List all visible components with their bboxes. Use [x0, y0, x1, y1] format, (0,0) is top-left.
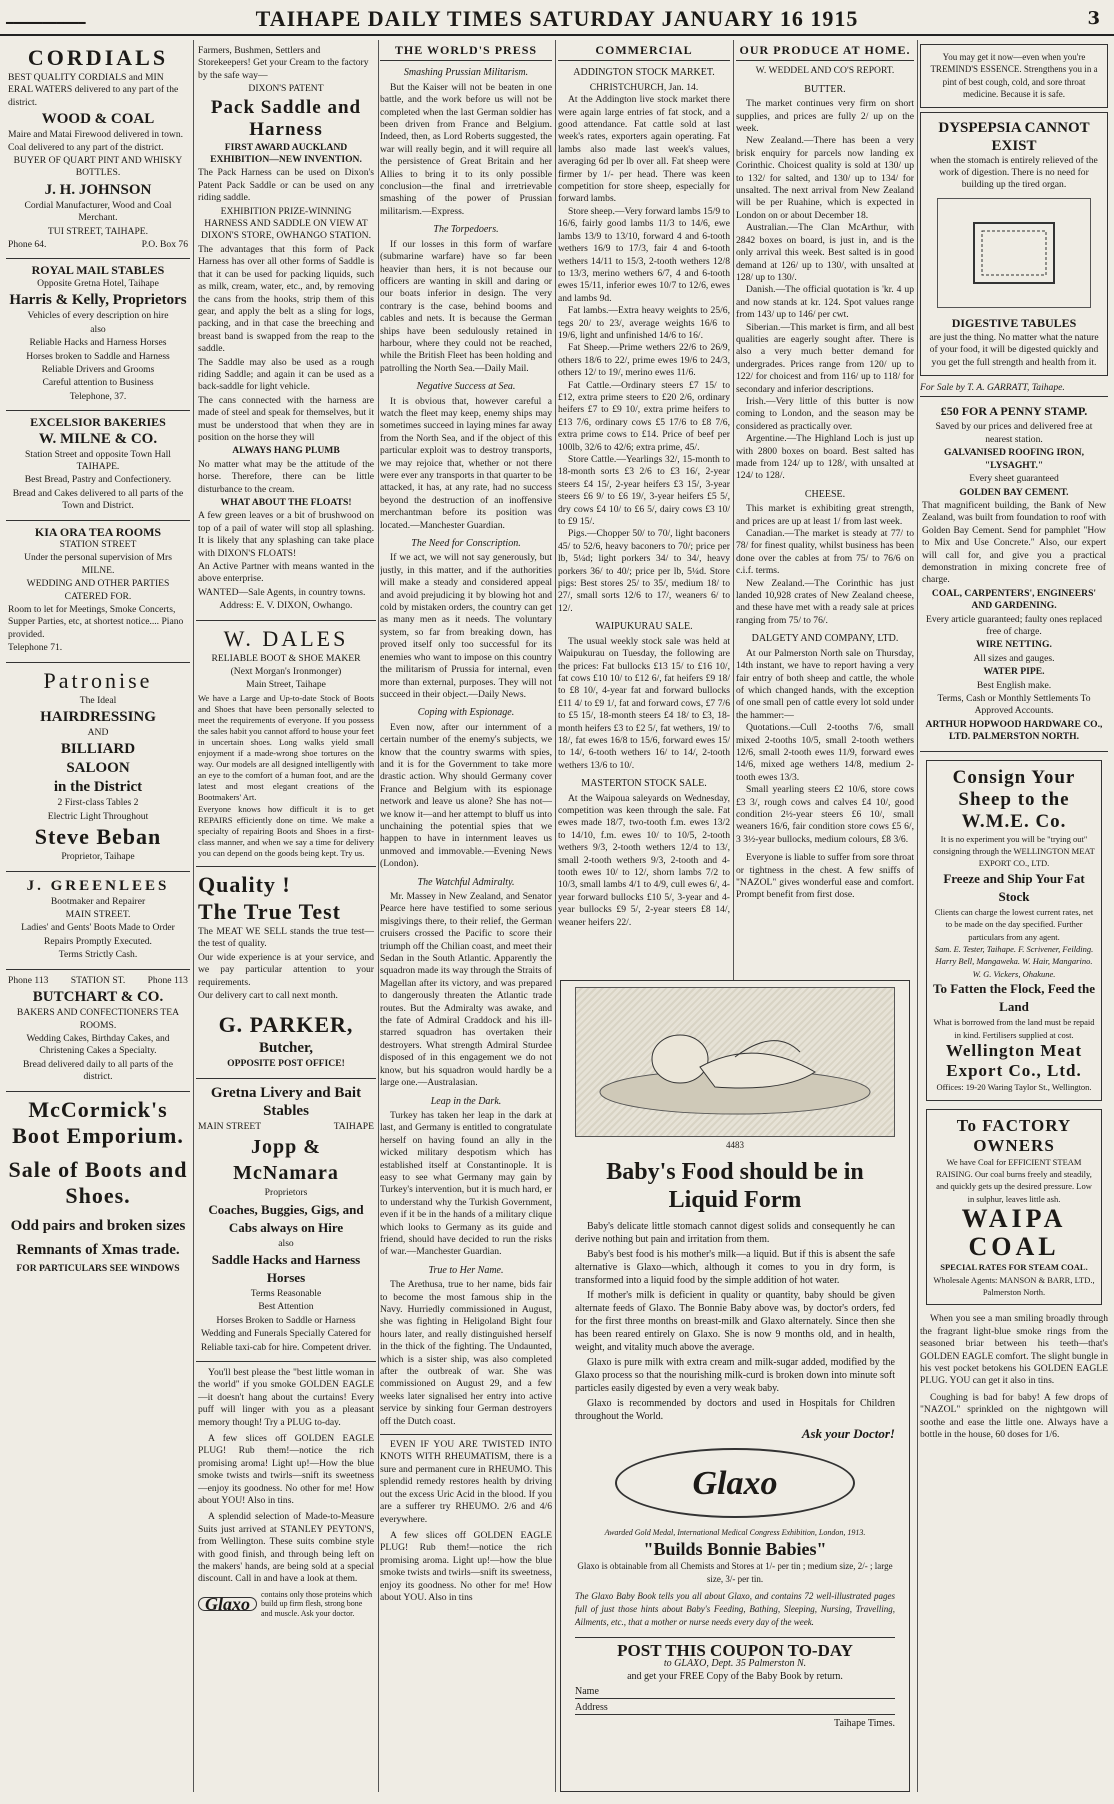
column-rule — [378, 40, 379, 1792]
article-body: Siberian.—This market is firm, and all best qualities are eagerly sought after. There is also a very much better demand for undergrades. Prices range from 120/ up to 122/ for choicest and from 116/ up to 118/ for secondary and inferior descriptions. — [736, 321, 914, 395]
ad-text: Everyone knows how difficult it is to get REPAIRS efficiently done on time. We make a specialty of repairing Boots and Shoes in a first-class manner, and when we say a time for delivery you can depend on the goods being kept. Try us. — [198, 803, 374, 858]
essence-ad — [920, 44, 1108, 108]
ad-text: WIRE NETTING. — [976, 639, 1052, 651]
article-dateline: CHRISTCHURCH, Jan. 14. — [589, 81, 699, 93]
article-body: At the Addington live stock market there were again large entries of fat stock, and a good attendance. Fat cattle sold at last week's rates, exporters again operating. Fat lambs also made last week's values, averaging 6d per lb over all. Fat sheep were firmer by 1/- per head. There was keen competition for store sheep, especially for forward lambs. — [558, 94, 730, 205]
illustration-number: 4483 — [726, 1140, 744, 1150]
ad-text: Every sheet guaranteed — [969, 473, 1059, 485]
ad-title: J. GREENLEES — [26, 877, 170, 894]
ad-text: Remnants of Xmas trade. — [16, 1241, 180, 1258]
column-5 — [736, 40, 914, 976]
royal-mail-stables-ad — [6, 259, 190, 411]
article-title: Smashing Prussian Militarism. — [403, 67, 529, 79]
cordials-ad — [6, 40, 190, 259]
article-body: The market continues very firm on short supplies, and prices are fully 2/ up on the week. — [736, 98, 914, 135]
masthead-ornament: ━━━━━━━━━━━ — [6, 16, 86, 30]
ad-text: also — [278, 1237, 294, 1249]
article-body: It is obvious that, however careful a watch the fleet may keep, enemy ships may sometimes succeed in laying mines far away from the North Sea, and if the object of this particular exploit was to destroy transports, we may rejoice that, whether or not there were ever any transports in that quarter to be attacked, it has, at any rate, had no success beyond the destruction of an inoffensive merchantman before its position was located.—Manchester Guardian. — [380, 395, 552, 531]
ad-text: MAIN STREET. — [65, 909, 131, 921]
dyspepsia-ad — [920, 112, 1108, 376]
ad-title: DYSPEPSIA CANNOT EXIST — [938, 119, 1090, 154]
article-body: Store sheep.—Very forward lambs 15/9 to 16/6, fairly good lambs 11/3 to 14/6, ewe lambs 13/9 to 13/10, forward 4 and 6-tooth wethers 16/9 to 17/3, fair 4 and 6-tooth wethers 14/11 to 15/3, 2-tooth wethers 12/8 to 13/3, merino wethers 6/7, 4 and 6-tooth ewes 15/11, inferior ewes 10/7 to 12/6, ewes and lambs 9d. — [558, 205, 730, 304]
ad-text: WEDDING AND OTHER PARTIES CATERED FOR. — [26, 578, 170, 602]
glaxo-logo: Glaxo — [198, 1597, 257, 1611]
ad-text: Vehicles of every description on hire — [27, 310, 169, 322]
ad-text: No matter what may be the attitude of the horse. Therefore, there can be little disturbance to the cream. — [198, 458, 374, 495]
ad-text: Repairs Promptly Executed. — [44, 935, 152, 947]
hopwood-hardware-ad — [920, 396, 1108, 751]
ad-title: KIA ORA TEA ROOMS — [34, 524, 162, 539]
ad-text: Our delivery cart to call next month. — [198, 989, 338, 1001]
ad-text: Every article guaranteed; faulty ones replaced free of charge. — [925, 613, 1103, 637]
wme-co-ad — [926, 760, 1102, 1101]
section-heading: OUR PRODUCE AT HOME. — [736, 40, 914, 61]
column-rule — [555, 40, 556, 1792]
ad-text: Farmers, Bushmen, Settlers and Storekeepers! Get your Cream to the factory by the safe way— — [198, 45, 369, 81]
ad-text: Clients can charge the lowest current rates, net to be made on the day specified. Further particulars from any agent. — [934, 906, 1094, 942]
mccormick-ad — [6, 1092, 190, 1282]
article-title: WAIPUKURAU SALE. — [595, 621, 693, 633]
ad-text: The Saddle may also be used as a rough riding Saddle; and again it can be used as a back-saddle for light vehicle. — [198, 356, 374, 393]
column-2 — [196, 40, 376, 1792]
article-body: At the Waipoua saleyards on Wednesday, competition was keen through the sale. Fat ewes made 18/7, two-tooth f.m. ewes 13/2 to 14/10, f.m. ewes 10/ to 10/5, 2-tooth wethers 9/3, 2-tooth wethers 12/4 to 13/, small 2-tooth wethers 9/3, 2-tooth and 4-tooth ewes 10/ to 12/, shorn lambs 7/2 to 10/3, small lambs 4/1 to 4/9, cull ewes 6/, 4-year forward bullocks £10 5/, 3-year and 4-year bullocks £9 5/, 2-year steers £8 14/, weaner heifers 22/. — [558, 792, 730, 928]
glaxo-paragraph: Baby's delicate little stomach cannot digest solids and consequently he can derive nothing but pain and irritation from them. — [575, 1221, 895, 1245]
ad-text: SPECIAL RATES FOR STEAM COAL. — [940, 1262, 1088, 1273]
ad-text: Bread and Cakes delivered to all parts of the Town and District. — [12, 487, 184, 512]
article-body: The usual weekly stock sale was held at Waipukurau on Tuesday, the following are the prices: Fat bullocks £13 15/ to £16 10/, fat cows £10 10/ to £12 6/, fat heifers £9 18/ to £8 10/, 4-year fat and forward bullocks £11 4/ to £9 1/, fat and forward cows, £7 7/6 to £5 15/, 18-month steers £4 18/ to £3, 18-month heifers £3 to £2 5/, fat wethers, 19/ to 18/, fat ewes 16/8 to 15/6, forward ewes 15/ to 14/, 6-tooth wethers 16/ to 14/, 2-tooth wethers 13/6 to 10/. — [558, 635, 730, 771]
ad-text: Terms Reasonable — [250, 1287, 322, 1299]
section-heading: THE WORLD'S PRESS — [380, 40, 552, 61]
ad-text: Wedding and Funerals Specially Catered for — [201, 1328, 371, 1340]
masthead — [0, 0, 1114, 36]
ad-text: Station Street and opposite Town Hall TAIHAPE. — [25, 448, 171, 472]
ad-text: are just the thing. No matter what the nature of your food, it will be digested quickly and you get the full strength and health from it. — [929, 331, 1099, 368]
article-body: Argentine.—The Highland Loch is just up with 2800 boxes on board. Best salted has made from 124/ up to 128/, with unsalted at 124/ to 128/. — [736, 433, 914, 482]
ad-text: WANTED—Sale Agents, in country towns. — [198, 586, 366, 598]
ad-name: Harris & Kelly, Proprietors — [9, 292, 187, 309]
column-rule — [193, 40, 194, 1792]
ad-text: Bootmaker and Repairer — [50, 895, 146, 907]
ad-text: Room to let for Meetings, Smoke Concerts, Supper Parties, etc, at shortest notice.... Piano provided. — [8, 604, 184, 640]
medicine-box-icon — [964, 213, 1064, 293]
coupon-name-field[interactable] — [575, 1685, 895, 1699]
section-heading: COMMERCIAL — [558, 40, 730, 61]
ad-text: BEST QUALITY CORDIALS and MIN ERAL WATERS delivered to any part of the district. — [8, 72, 179, 108]
article-body: Mr. Massey in New Zealand, and Senator Pearce here have testified to some serious misgivings there, to their relief, the German cruisers crossed the Pacific to score their triumph off the Chilian coast, and meet their Sedan in the South Atlantic. Apparently the squadron made its way through the Straits of Magellan after its victory, and was prepared to dangerously threaten the Atlantic trade routes. But the Admiralty was awake, and the fate of Admiral Craddock and his ill-starred squadron has overtaken their destroyers. What strength Admiral Sturdee disposed of in this engagement we do not know, but his squadron would hardly be a large one.—Australasian. — [380, 891, 552, 1089]
ad-agents: Sam. E. Tester, Taihape. F. Scrivener, Feilding. Harry Bell, Mangaweka. W. Hair, Mangarino. W. G. Vickers, Ohakune. — [934, 944, 1094, 979]
ad-text: Best Attention — [258, 1301, 314, 1313]
ad-text: Saved by our prices and delivered free at nearest station. — [935, 421, 1093, 445]
ad-text: TAIHAPE — [333, 1120, 374, 1132]
ad-title: The True Test — [198, 898, 341, 924]
article-body: Canadian.—The market is steady at 77/ to 78/ for finest quality, whilst business has been done over the cables at from 75/ to 76/6 on c.i.f. terms. — [736, 528, 914, 577]
article-body: Fat lambs.—Extra heavy weights to 25/6, tegs 20/ to 23/, average weights 16/6 to 19/6, light and unfinished 14/6 to 16/. — [558, 305, 730, 341]
ad-text: Saddle Hacks and Harness Horses — [211, 1251, 361, 1285]
ad-phone: Phone 64. — [8, 239, 47, 251]
article-title: BUTTER. — [804, 83, 846, 95]
ask-doctor-text: Ask your Doctor! — [801, 1426, 895, 1441]
ad-text: AND — [87, 727, 109, 739]
golden-eagle-ad — [196, 1362, 376, 1624]
ad-text: Maire and Matai Firewood delivered in town. Coal delivered to any part of the district. — [8, 129, 184, 153]
column-4 — [558, 40, 730, 976]
ad-phone: Telephone, 37. — [69, 390, 127, 402]
ad-box: P.O. Box 76 — [141, 239, 188, 251]
ad-text: BUYER OF QUART PINT AND WHISKY BOTTLES. — [13, 155, 183, 179]
coupon-address-field[interactable] — [575, 1701, 895, 1715]
column-rule — [917, 40, 918, 1792]
article-title: DALGETY AND COMPANY, LTD. — [751, 633, 899, 645]
rheumo-ad: EVEN IF YOU ARE TWISTED INTO KNOTS WITH RHEUMATISM, there is a sure and permanent cure in RHEUMO. This splendid remedy restores health by driving out the excess Uric Acid in the blood. If you are a sufferer try RHEUMO. 2/6 and 4/6 everywhere. — [380, 1439, 552, 1525]
gretna-livery-ad — [196, 1079, 376, 1362]
baby-illustration — [575, 987, 895, 1137]
ad-text: STATION STREET — [59, 538, 137, 550]
ad-text: Bread delivered daily to all parts of the district. — [23, 1058, 173, 1083]
ad-text: GOLDEN BAY CEMENT. — [959, 486, 1069, 498]
ad-text: Butcher, — [258, 1040, 314, 1057]
ad-text: All sizes and gauges. — [973, 652, 1055, 664]
ad-text: Horses Broken to Saddle or Harness — [216, 1314, 356, 1326]
article-title: MASTERTON STOCK SALE. — [581, 778, 707, 790]
article-body: At our Palmerston North sale on Thursday, 14th instant, we have to report having a very fair entry of both sheep and cattle, the whole of which changed hands, with the exception of one small pen of cattle every lot sold under the hammer:— — [736, 647, 914, 721]
ad-text: (Next Morgan's Ironmonger) — [230, 666, 342, 678]
ad-text: Electric Light Throughout — [47, 810, 149, 822]
ad-text: FOR PARTICULARS SEE WINDOWS — [16, 1262, 180, 1274]
glaxo-logo: Glaxo — [615, 1448, 855, 1518]
ad-text: Proprietor, Taihape — [61, 851, 135, 863]
article-body: Pigs.—Chopper 50/ to 70/, light baconers 45/ to 52/6, heavy baconers to 70/; price per lb, 5¼d; light porkers 34/ to 34/, heavy porkers 36/ to 40/; price per lb, 5¼d. Store pigs: Best stores 25/ to 35/, medium 18/ to 27/, small sorts 12/6 to 17/, weaners 6/ to 12/. — [558, 528, 730, 614]
article-body: Danish.—The official quotation is 'kr. 4 up and now stands at kr. 124. Spot values range from 143/ up to 146/ per cwt. — [736, 284, 914, 321]
ad-text: Wedding Cakes, Birthday Cakes, and Christening Cakes a Specialty. — [26, 1032, 170, 1057]
ad-text: Horses broken to Saddle and Harness — [26, 350, 170, 362]
ad-text: also — [90, 323, 106, 335]
article-body: Quotations.—Cull 2-tooths 7/6, small mixed 2-tooths 10/5, small 2-tooth wethers 12/6, small 2-tooth ewes 11/9, forward ewes 14/6, mixed age wethers 14/8, medium 2-tooth ewes 13/3. — [736, 722, 914, 783]
golden-eagle-ad: A few slices off GOLDEN EAGLE PLUG! Rub them!—notice the rich promising aroma. Light up!—how the blue smoke twists and twirls—snift its sweetness, enjoy its goodness. No other for me! How about YOU. Also in tins — [380, 1529, 552, 1603]
ad-text: Cordial Manufacturer, Wood and Coal Merchant. — [24, 199, 172, 224]
ad-text: Proprietors — [264, 1187, 308, 1199]
golden-eagle-ad: When you see a man smiling broadly through the fragrant light-blue smoke rings from the seasoned briar between his teeth—that's GOLDEN EAGLE comfort. The slight bungle in his vest pocket betokens his GOLDEN EAGLE PLUG. YOU can get it also in tins. — [920, 1313, 1108, 1387]
ad-text: MAIN STREET — [198, 1120, 262, 1132]
article-subtitle: W. WEDDEL AND CO'S REPORT. — [755, 65, 895, 77]
ad-title: Gretna Livery and Bait Stables — [210, 1084, 362, 1119]
glaxo-motto: "Builds Bonnie Babies" — [643, 1539, 827, 1559]
glaxo-coupon — [575, 1637, 895, 1730]
ad-name: Wellington Meat Export Co., Ltd. — [945, 1041, 1083, 1081]
article-body: Fat Cattle.—Ordinary steers £7 15/ to £12, extra prime steers to £20 2/6, ordinary heifers £7 to £9 10/, extra prime heifers to £13 7/6, ordinary cows £5 17/6 to £8 7/6, extra prime cows to £14. Price of beef per 100lb, 32/6 to 42/6; extra prime, 45/. — [558, 379, 730, 453]
ad-text: EXHIBITION PRIZE-WINNING HARNESS AND SADDLE ON VIEW AT DIXON'S STORE, OWHANGO STATION. — [200, 205, 371, 242]
ad-text: What is borrowed from the land must be repaid in kind. Fertilisers supplied at cost. — [933, 1017, 1095, 1040]
article-body: Even now, after our internment of a certain number of the enemy's subjects, we know that the country swarms with spies, and it is for the Government to take more drastic action. Why should Germany cover France and Belgium with its espionage network and leave us alone? She has not—we know it—and her attempt to bluff us into unchaining the potential spies that we happen to have in internment leaves us unmoved and immovable.—Evening News (London). — [380, 721, 552, 870]
ad-title: EXCELSIOR BAKERIES — [30, 415, 166, 430]
gold-medal-text: Awarded Gold Medal, International Medical Congress Exhibition, London, 1913. — [604, 1528, 866, 1537]
ad-subtitle: WOOD & COAL — [41, 111, 155, 128]
article-title: True to Her Name. — [428, 1264, 504, 1276]
ad-text: FIRST AWARD AUCKLAND EXHIBITION—NEW INVENTION. — [210, 141, 362, 166]
ad-text: An Active Partner with means wanted in the above enterprise. — [198, 561, 374, 585]
ad-title: ROYAL MAIL STABLES — [31, 263, 165, 278]
article-title: Negative Success at Sea. — [416, 381, 516, 393]
glaxo-advertisement — [560, 980, 910, 1792]
greenlees-ad — [6, 872, 190, 970]
peyton-suits-notice: A splendid selection of Made-to-Measure Suits just arrived at STANLEY PEYTON'S, from Wellington. These suits combine style with good finish, and through being left on the makers' hands, are being sold at a special discount. Call in and have a look at them. — [198, 1511, 374, 1585]
ad-name: BUTCHART & CO. — [32, 989, 164, 1006]
ad-text: Main Street, Taihape — [246, 679, 326, 691]
ad-name: ARTHUR HOPWOOD HARDWARE CO., LTD. PALMERSTON NORTH. — [925, 718, 1103, 743]
kia-ora-tea-rooms-ad — [6, 521, 190, 663]
parker-butcher-ad — [196, 867, 376, 1079]
ad-text: We have a Large and Up-to-date Stock of Boots and Shoes that have been personally selected to meet the requirements of everyone. If you possess the sales habit you cannot afford to house your feet in uncertain shoes. Long walks yield small enjoyment if a made-wrong shoe tortures on the way. Our models are all designed intelligently with an eye to the comfort of a human foot, and are the latest and most elegant creations of the Bootmakers' Art. — [198, 692, 374, 802]
newspaper-title: TAIHAPE DAILY TIMES SATURDAY JANUARY 16 1915 — [255, 6, 859, 31]
article-title: ADDINGTON STOCK MARKET. — [573, 67, 715, 79]
ad-text: OPPOSITE POST OFFICE! — [227, 1058, 345, 1070]
ad-text: Odd pairs and broken sizes — [10, 1217, 186, 1234]
ad-text: You may get it now—even when you're TREMIND'S ESSENCE. Strengthens you in a pint of best cough, cold, and sore throat medicine. Because it is safe. — [930, 52, 1098, 100]
ad-title: CORDIALS — [27, 45, 169, 70]
article-title: The Torpedoers. — [433, 224, 499, 236]
ad-text: SALOON — [66, 760, 130, 777]
dales-bootmaker-ad — [196, 621, 376, 867]
ad-text: Wholesale Agents: MANSON & BARR, LTD., Palmerston North. — [933, 1274, 1095, 1297]
ad-text: Reliable Hacks and Harness Horses — [29, 337, 167, 349]
glaxo-headline: Baby's Food should be in Liquid Form — [606, 1159, 864, 1213]
ad-text: You'll best please the "best little woman in the world" if you smoke GOLDEN EAGLE—it doesn't hang about the curtains! Every puff will linger with you as a pleasant memory though! Try a PLUG to-day. — [198, 1366, 374, 1428]
ad-name: WAIPA COAL — [961, 1204, 1067, 1262]
glaxo-paragraph: Glaxo is recommended by doctors and used in Hospitals for Children throughout the World. — [575, 1398, 895, 1422]
glaxo-small-ad — [198, 1590, 374, 1619]
billiard-saloon-ad — [6, 663, 190, 872]
ad-text: STATION ST. — [70, 974, 126, 986]
coupon-title: POST THIS COUPON TO-DAY — [617, 1641, 853, 1660]
tabules-box-illustration — [937, 198, 1091, 308]
ad-phone: Phone 113 — [147, 974, 188, 986]
coupon-offer: and get your FREE Copy of the Baby Book by return. — [627, 1671, 843, 1682]
ad-text: Careful attention to Business — [42, 377, 154, 389]
glaxo-body — [575, 1220, 895, 1423]
ad-text: Ladies' and Gents' Boots Made to Order — [21, 922, 175, 934]
ad-subtitle: Freeze and Ship Your Fat Stock — [943, 870, 1085, 904]
ad-text: Terms, Cash or Monthly Settlements To Approved Accounts. — [937, 693, 1091, 717]
article-body: Fat Sheep.—Prime wethers 22/6 to 26/9, others 18/6 to 22/, prime ewes 19/6 to 24/3, others 12/ to 19/, merino ewes 11/6. — [558, 342, 730, 379]
butchart-ad — [6, 970, 190, 1092]
ad-title: McCormick's Boot Emporium. — [12, 1096, 184, 1148]
ad-address: Address: E. V. DIXON, Owhango. — [219, 600, 353, 612]
ad-text: COAL, CARPENTERS', ENGINEERS' AND GARDENING. — [931, 587, 1097, 612]
excelsior-bakeries-ad — [6, 411, 190, 520]
ad-text: Terms Strictly Cash. — [58, 949, 138, 961]
ad-text: BAKERS AND CONFECTIONERS TEA ROOMS. — [16, 1007, 180, 1031]
column-3 — [380, 40, 552, 1792]
article-title: Leap in the Dark. — [430, 1095, 502, 1107]
ad-text: HAIRDRESSING — [40, 709, 156, 726]
page-number: 3 — [1087, 8, 1100, 29]
article-body: Small yearling steers £2 10/6, store cows £3 3/, rough cows and calves £4 10/, good condition 2½-year steers £6 10/, small weaners 16/6, fair condition store cows £5 6/, 3 3½-year bullocks, medium colours, £8 3/6. — [736, 784, 914, 845]
dixon-pack-saddle-ad — [196, 40, 376, 621]
coupon-address: to GLAXO, Dept. 35 Palmerston N. — [663, 1658, 807, 1669]
ad-subtitle: DIGESTIVE TABULES — [951, 315, 1077, 330]
article-title: CHEESE. — [804, 488, 846, 500]
article-body: This market is exhibiting great strength, and prices are up at least 1/ from last week. — [736, 503, 914, 527]
ad-name: W. MILNE & CO. — [38, 430, 158, 447]
ad-text: We have Coal for EFFICIENT STEAM RAISING. Our coal burns freely and steadily, and quickly gets up the desired pressure. Low in sulphur, leaves little ash. — [936, 1156, 1092, 1204]
name-label: Name — [575, 1686, 599, 1697]
ad-text: Opposite Gretna Hotel, Taihape — [37, 277, 159, 289]
waipa-coal-ad — [926, 1109, 1102, 1306]
ad-text: A few slices off GOLDEN EAGLE PLUG! Rub them!—notice the rich promising aroma! Light up!—How the blue smoke twists and twirls—snift its sweetness—enjoy its goodness. No other for me! How about YOU! Also in tins. — [198, 1433, 374, 1507]
ad-text: The Pack Harness can be used on Dixon's Patent Pack Saddle or can be used on any riding saddle. — [198, 167, 374, 204]
ad-text: The cans connected with the harness are made of steel and speak for themselves, but it must be understood that when they are in position on the horse they will — [198, 394, 374, 443]
ad-text: GALVANISED ROOFING IRON, "LYSAGHT." — [944, 447, 1084, 471]
article-title: Coping with Espionage. — [417, 707, 515, 719]
ad-name: Jopp & McNamara — [233, 1136, 339, 1185]
ad-phone: Telephone 71. — [8, 642, 63, 654]
address-label: Address — [575, 1702, 608, 1713]
nazol-notice: Everyone is liable to suffer from sore throat or tightness in the chest. A few sniffs of "NAZOL" gives wonderful ease and comfort. Prompt benefit from first dose. — [736, 852, 914, 901]
article-body: New Zealand.—There has been a very brisk enquiry for parcels now landing ex Corinthic. Choicest quality is sold at 130/ up to 132/ for salted, and 130/ up to 134/ for unsalted. The next arrival from New Zealand will be per Ruahine, which is expected in London on or about December 18. — [736, 135, 914, 221]
ad-text: ALWAYS HANG PLUMB — [232, 445, 340, 457]
garratt-notice: For Sale by T. A. GARRATT, Taihape. — [920, 382, 1065, 394]
ad-text: Best English make. — [976, 679, 1052, 691]
ad-text: Reliable Drivers and Grooms — [41, 363, 155, 375]
ad-title: W. DALES — [223, 625, 349, 651]
ad-title: Pack Saddle and Harness — [210, 96, 362, 140]
glaxo-baby-book: The Glaxo Baby Book tells you all about Glaxo, and contains 72 well-illustrated pages full of just those hints about Baby's Feeding, Bathing, Sleeping, Nursing, Travelling, Ailments, etc., that a mother or nurse needs every day of the week. — [575, 1591, 895, 1627]
ad-text: The Ideal — [79, 694, 117, 706]
ad-text: A few green leaves or a bit of brushwood on top of a pail of water will stop all splashing. It is likely that any splashing can take place with DIXON'S FLOATS! — [198, 510, 374, 559]
ad-text: when the stomach is entirely relieved of the work of digestion. There is no need for building up the tired organ. — [930, 154, 1098, 191]
ad-text: Best Bread, Pastry and Confectionery. — [24, 474, 172, 486]
ad-text: WHAT ABOUT THE FLOATS! — [220, 497, 352, 508]
ad-text: BILLIARD — [60, 741, 136, 758]
article-title: The Need for Conscription. — [411, 538, 521, 550]
ad-text: Coaches, Buggies, Gigs, and Cabs always on Hire — [208, 1201, 364, 1235]
ad-text: Under the personal supervision of Mrs MILNE. — [24, 552, 172, 576]
article-body: But the Kaiser will not be beaten in one battle, and the work before us will not be completed when the last German soldier has been driven from France and Belgium. Indeed, then, as Lord Roberts suggested, the war will really begin, and it will require all the persistence of Great Britain and her Allies to bring it to its only possible conclusion—the final and irretrievable smashing of the power of Prussian militarism.—Express. — [380, 81, 552, 217]
article-body: If our losses in this form of warfare (submarine warfare) have so far been heavier than hers, it is not because our officers are wanting in skill and daring or our boats inferior in design. The very contrary is the case, behind booms and cables and nets. It is because the German ships have been sedulously retained in harbour, where they could not be reached, while the British Fleet has been holding and patrolling the North Sea.—Daily Mail. — [380, 238, 552, 374]
article-body: New Zealand.—The Corinthic has just landed 10,928 crates of New Zealand cheese, and these have met with a ready sale at prices ranging from 75/ to 76/. — [736, 577, 914, 626]
ad-text: 2 First-class Tables 2 — [57, 797, 139, 809]
glaxo-obtainable: Glaxo is obtainable from all Chemists and Stores at 1/- per tin ; medium size, 2/- ; large size, 3/- per tin. — [577, 1561, 893, 1584]
ad-text: DIXON'S PATENT — [248, 83, 324, 95]
ad-title: To FACTORY OWNERS — [956, 1115, 1072, 1155]
article-body: If we act, we will not say generously, but justly, in this matter, and if the authorities will make a steady and considered appeal and avoid prejudicing it by blowing hot and cold by mistaken orders, the country can get as many men as it needs. The voluntary system, so far from breaking down, has proved itself only too successful for its enemies who want to impose on this country the militarism of Prussia for internal, even more than external, purposes. They will not succeed in their object.—Daily News. — [380, 552, 552, 700]
sleeping-baby-icon — [585, 997, 885, 1127]
ad-text: Reliable taxi-cab for hire. Competent driver. — [200, 1341, 372, 1353]
ad-subtitle: To Fatten the Flock, Feed the Land — [933, 981, 1095, 1015]
article-body: Store Cattle.—Yearlings 32/, 15-month to 18-month sorts £3 2/6 to £3 16/, 2-year steers £4 15/, 2-year heifers £3 15/, 3-year steers £6 9/ to £6 19/, 3-year heifers £5 5/, dry cows £4 10/ to £6 5/, dairy cows £3 10/ to £9 15/. — [558, 454, 730, 528]
ad-title: £50 FOR A PENNY STAMP. — [940, 404, 1088, 419]
ad-text: Sale of Boots and Shoes. — [8, 1156, 188, 1208]
ad-title: Patronise — [43, 667, 153, 693]
ad-text: That magnificent building, the Bank of New Zealand, was built from foundation to roof with Golden Bay Cement. Send for pamphlet "How to Mix and Use Concrete." Also, our expert will call for, and give you a practical demonstration in mixing concrete free of charge. — [922, 499, 1106, 586]
ad-address: Offices: 19-20 Waring Taylor St., Wellington. — [936, 1082, 1092, 1093]
article-title: The Watchful Admiralty. — [417, 876, 515, 888]
column-1 — [6, 40, 190, 1792]
ad-text: It is no experiment you will be "trying out" consigning through the WELLINGTON MEAT EXPORT CO., LTD. — [933, 833, 1095, 869]
ad-name: J. H. JOHNSON — [44, 181, 152, 198]
ad-name: G. PARKER, — [218, 1012, 354, 1038]
coupon-paper: Taihape Times. — [834, 1718, 895, 1729]
ad-text: RELIABLE BOOT & SHOE MAKER — [211, 652, 361, 664]
glaxo-paragraph: Glaxo is pure milk with extra cream and milk-sugar added, modified by the Glaxo process so that the nourishing milk-curd is broken down into minute soft particles easily digested by even a very weak baby. — [575, 1357, 895, 1394]
ad-text: WATER PIPE. — [983, 666, 1045, 678]
article-body: The Arethusa, true to her name, bids fair to become the most famous ship in the Navy. Hurriedly commissioned in August, she was fighting in Heligoland Bight four hours later, and really distinguished herself in the thick of the fighting. The Undaunted, which is a sister ship, was also completed after the outbreak of war. She was commissioned on August 29, and a few weeks later signalised her entry into active service by sinking four German destroyers off the Dutch coast. — [380, 1279, 552, 1427]
article-body: Turkey has taken her leap in the dark at last, and Germany is entitled to congratulate herself on having found an ally in the wicked military despotism which has established itself at Constantinople. It is easy to see what Germany may gain by Turkey's intervention, but it is much hard, er to understand why the Turkish Government, even if it be in the hands of a military clique which looks to Germany as its guide and friend, should have decided to run the risks of war.—Manchester Guardian. — [380, 1109, 552, 1258]
ad-title: Quality ! — [198, 871, 291, 897]
column-6 — [920, 40, 1108, 1792]
ad-text: in the District — [53, 779, 143, 796]
ad-text: contains only those proteins which build up firm flesh, strong bone and muscle. Ask your doctor. — [261, 1589, 373, 1618]
glaxo-paragraph: Baby's best food is his mother's milk—a liquid. But if this is absent the safe alternative is Glaxo—which, although it comes to you in dry form, is transformed into a liquid food by the simple addition of hot water. — [575, 1249, 895, 1286]
article-body: Australian.—The Clan McArthur, with 2842 boxes on board, is just in, and is the only arrival this week. Best salted is in good demand at 126/ up to 130/, with unsalted at 128/ up to 130/. — [736, 222, 914, 283]
ad-text: Our wide experience is at your service, and we pay particular attention to your requirements. — [198, 951, 374, 988]
ad-title: Consign Your Sheep to the W.M.E. Co. — [952, 766, 1076, 832]
ad-phone: Phone 113 — [8, 974, 49, 986]
ad-name: Steve Beban — [34, 824, 162, 850]
article-body: Irish.—Very little of this butter is now coming to London, and the season may be considered as practically over. — [736, 395, 914, 432]
glaxo-paragraph: If mother's milk is deficient in quality or quantity, baby should be given alternate feeds of Glaxo. The Bonnie Baby above was, by doctor's orders, fed for the first three months on breast-milk and Glaxo alternately. Since then she has been reared entirely on Glaxo. She is now 9 months old, and in health, weight, and vitality much above the average. — [575, 1290, 895, 1353]
nazol-ad: Coughing is bad for baby! A few drops of "NAZOL" sprinkled on the nightgown will soothe and ease the little one. Always have a bottle in the house, 60 doses for 1/6. — [920, 1391, 1108, 1440]
ad-text: The advantages that this form of Pack Harness has over all other forms of Saddle is that it can be used for packing liquids, such as milk, cream, water, etc., and, by removing the cans from the hooks, strip them of this gear, and apply the belt as a sling for logs, packing, and in that case the breeching and breast band is swapped from the reap to the saddle. — [198, 243, 374, 355]
ad-text: The MEAT WE SELL stands the true test—the test of quality. — [198, 925, 374, 950]
ad-address: TUI STREET, TAIHAPE. — [47, 225, 149, 237]
